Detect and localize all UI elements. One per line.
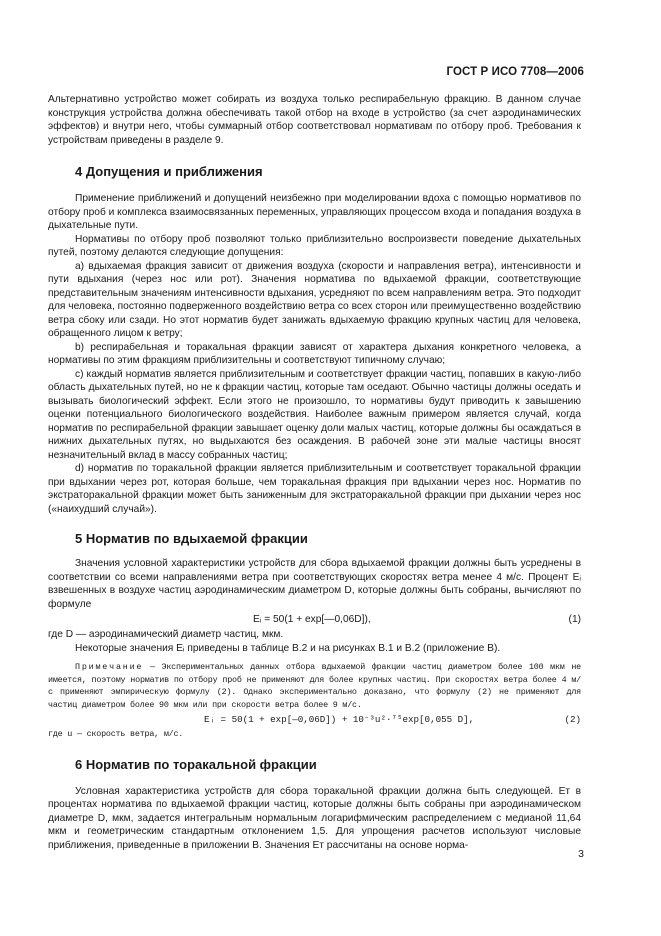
- section-5-paragraph-2: Некоторые значения Eᵢ приведены в таблице В.2 и на рисунках В.1 и В.2 (приложение В).: [75, 642, 501, 654]
- section-4-item-a: а) вдыхаемая фракция зависит от движения воздуха (скорости и направления ветра), интенсивности и пути вдыхания (через нос или рот). Значения норматива по вдыхаемой фракции, соответствующие представительным значениям интенсивности вдыхания, усредняют по всем направлениям ветра. Это подходит для человека, постоянно подверженного воздействию ветра со всех сторон или преимущественно воздействию ветра сбоку или сзади. Но этот норматив будет занижать вдыхаемую фракцию крупных частиц для человека, обращенного лицом к ветру;: [48, 260, 581, 339]
- section-5-note: [48, 661, 581, 711]
- intro-paragraph: Альтернативно устройство может собирать из воздуха только респирабельную фракцию. В данном случае конструкция устройства должна обеспечивать такой отбор на входе в устройство (за счет аэродинамических эффектов) и внутри него, чтобы суммарный отбор соответствовал нормативам по отбору проб. Требования к устройствам приведены в разделе 9.: [48, 94, 581, 146]
- page-content: [48, 93, 581, 852]
- formula-2-number: (2): [564, 714, 581, 725]
- section-4-item-d: d) норматив по торакальной фракции является приблизительным и соответствует торакальной фракции при вдыхании через рот, которая больше, чем торакальная фракция при вдыхании через нос. Норматив по экстраторакальной фракции может быть заниженным для экстраторакальной фракции при дыхании через нос («наихудший случай»).: [48, 463, 581, 515]
- formula-1-expression: Eᵢ = 50(1 + exp[—0,06D]),: [253, 614, 371, 625]
- formula-1-legend: где D — аэродинамический диаметр частиц, мкм.: [48, 629, 284, 640]
- formula-1: [48, 612, 581, 628]
- section-6-paragraph-1: Условная характеристика устройств для сбора торакальной фракции должна быть следующей. Eᴛ в процентах норматива по вдыхаемой фракции частиц, которые должны быть собраны при аэродинамическом диаметре D, мкм, задается интегральным нормальным логарифмическим распределением с медианой 11,64 мкм и геометрическим стандартным отклонением 1,5. Для упрощения расчетов используют числовые приближения, приведенные в приложении В. Значения Eᴛ рассчитаны на основе норма-: [48, 785, 581, 851]
- section-4-item-c: с) каждый норматив является приблизительным и соответствует фракции частиц, попавших в какую-либо область дыхательных путей, но не к фракции частиц, которые там оседают. Обычно частицы должны оседать и вызывать биологический эффект. Если этого не произошло, то нормативы будут приводить к завышению оценки потенциального биологического воздействия. Наиболее важным примером является случай, когда норматив по респирабельной фракции завышает оценку доли малых частиц, которые должны бы осаждаться в нижних дыхательных путях, но выдыхаются без осаждения. В рабочей зоне эти малые частицы вносят незначительный вклад в массу собранных частиц;: [48, 368, 581, 461]
- section-5-paragraph-1: Значения условной характеристики устройств для сбора вдыхаемой фракции должны быть усреднены в соответствии со всеми направлениями ветра при соответствующих скоростях ветра менее 4 м/с. Процент Eᵢ взвешенных в воздухе частиц аэродинамическим диаметром D, которые должны быть собраны, вычисляют по формуле: [48, 558, 581, 610]
- section-4-paragraph-1: Применение приближений и допущений неизбежно при моделировании вдоха с помощью нормативов по отбору проб и комплекса взаимосвязанных переменных, управляющих процессом входа и попадания воздуха в дыхательные пути.: [48, 193, 581, 231]
- section-6-heading: 6 Норматив по торакальной фракции: [75, 756, 317, 772]
- section-4-paragraph-2: Нормативы по отбору проб позволяют только приблизительно воспроизвести поведение дыхательных путей, поэтому делаются следующие допущения:: [48, 233, 581, 258]
- document-header: ГОСТ Р ИСО 7708—2006: [446, 66, 584, 78]
- section-4-item-b: b) респирабельная и торакальная фракции зависят от характера дыхания конкретного человека, а нормативы по этим фракциям приблизительны и соответствуют типичному случаю;: [48, 341, 581, 366]
- section-4-heading: 4 Допущения и приближения: [75, 164, 263, 179]
- section-5-heading: 5 Норматив по вдыхаемой фракции: [75, 531, 308, 546]
- note-label: Примечание: [75, 662, 144, 672]
- formula-2: [48, 712, 581, 728]
- formula-1-number: (1): [568, 614, 581, 625]
- page-number: 3: [578, 848, 584, 860]
- note-text: — Экспериментальных данных отбора вдыхаемой фракции частиц диаметром более 100 мкм не имеется, поэтому норматив по отбору проб не применяют для более крупных частиц. При скоростях ветра более 4 м/с применяют эмпирическую формулу (2). Однако экспериментально доказано, что формулу (2) не применяют для частиц диаметром более 90 мкм или при скорости ветра более 9 м/с.: [48, 662, 581, 710]
- formula-2-expression: Eᵢ = 50(1 + exp[—0,06D]) + 10⁻³u²·⁷⁵exp[0,055 D],: [204, 714, 475, 725]
- formula-2-legend: где u — скорость ветра, м/с.: [48, 729, 184, 739]
